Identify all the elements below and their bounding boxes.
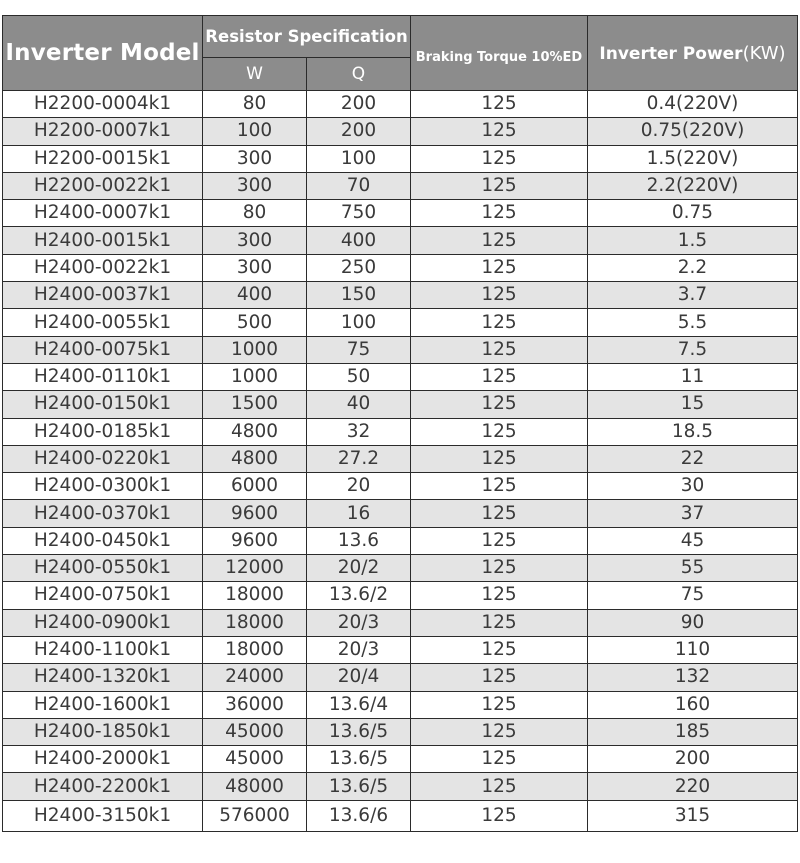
cell-resistor-q: 20/2 <box>307 555 411 582</box>
cell-resistor-q: 400 <box>307 227 411 254</box>
cell-inverter-model: H2200-0007k1 <box>3 118 203 145</box>
table-row <box>3 527 798 554</box>
header-inverter-power-label: Inverter Power <box>599 43 743 64</box>
cell-inverter-model: H2400-0037k1 <box>3 282 203 309</box>
cell-braking-torque: 125 <box>411 282 588 309</box>
table-body <box>3 91 798 832</box>
table-row <box>3 664 798 691</box>
cell-inverter-power: 30 <box>588 473 798 500</box>
cell-braking-torque: 125 <box>411 118 588 145</box>
inverter-braking-resistor-table-container <box>2 15 797 832</box>
table-row <box>3 282 798 309</box>
cell-resistor-q: 70 <box>307 172 411 199</box>
cell-resistor-w: 1500 <box>203 391 307 418</box>
cell-resistor-q: 20/3 <box>307 636 411 663</box>
cell-resistor-w: 45000 <box>203 746 307 773</box>
cell-inverter-power: 160 <box>588 691 798 718</box>
cell-inverter-power: 15 <box>588 391 798 418</box>
cell-inverter-model: H2400-0075k1 <box>3 336 203 363</box>
table-row <box>3 254 798 281</box>
cell-inverter-power: 132 <box>588 664 798 691</box>
table-row <box>3 582 798 609</box>
cell-resistor-q: 250 <box>307 254 411 281</box>
table-row <box>3 418 798 445</box>
cell-braking-torque: 125 <box>411 309 588 336</box>
cell-inverter-power: 55 <box>588 555 798 582</box>
cell-inverter-model: H2400-0900k1 <box>3 609 203 636</box>
cell-inverter-model: H2400-1600k1 <box>3 691 203 718</box>
table-row <box>3 746 798 773</box>
cell-braking-torque: 125 <box>411 555 588 582</box>
cell-resistor-w: 400 <box>203 282 307 309</box>
header-inverter-power-unit: (KW) <box>742 42 786 64</box>
cell-inverter-power: 18.5 <box>588 418 798 445</box>
table-row <box>3 773 798 800</box>
cell-inverter-power: 7.5 <box>588 336 798 363</box>
table-row <box>3 718 798 745</box>
cell-inverter-power: 3.7 <box>588 282 798 309</box>
cell-inverter-power: 0.75 <box>588 200 798 227</box>
table-row <box>3 609 798 636</box>
cell-braking-torque: 125 <box>411 527 588 554</box>
cell-inverter-model: H2400-0450k1 <box>3 527 203 554</box>
cell-resistor-w: 12000 <box>203 555 307 582</box>
cell-braking-torque: 125 <box>411 336 588 363</box>
cell-inverter-model: H2400-1100k1 <box>3 636 203 663</box>
cell-inverter-model: H2400-0055k1 <box>3 309 203 336</box>
cell-inverter-model: H2400-0007k1 <box>3 200 203 227</box>
cell-resistor-q: 20/3 <box>307 609 411 636</box>
header-resistor-q: Q <box>307 57 411 90</box>
cell-braking-torque: 125 <box>411 91 588 118</box>
cell-braking-torque: 125 <box>411 582 588 609</box>
cell-resistor-q: 150 <box>307 282 411 309</box>
cell-inverter-power: 315 <box>588 800 798 831</box>
cell-inverter-power: 185 <box>588 718 798 745</box>
cell-resistor-w: 48000 <box>203 773 307 800</box>
cell-inverter-model: H2400-0022k1 <box>3 254 203 281</box>
cell-inverter-model: H2200-0004k1 <box>3 91 203 118</box>
table-row <box>3 118 798 145</box>
cell-resistor-w: 1000 <box>203 336 307 363</box>
cell-inverter-power: 45 <box>588 527 798 554</box>
cell-resistor-q: 20 <box>307 473 411 500</box>
table-row <box>3 227 798 254</box>
cell-braking-torque: 125 <box>411 445 588 472</box>
cell-resistor-w: 80 <box>203 200 307 227</box>
cell-inverter-power: 75 <box>588 582 798 609</box>
header-braking-torque: Braking Torque 10%ED <box>411 16 588 91</box>
cell-resistor-q: 27.2 <box>307 445 411 472</box>
table-row <box>3 500 798 527</box>
cell-resistor-q: 20/4 <box>307 664 411 691</box>
cell-braking-torque: 125 <box>411 609 588 636</box>
cell-resistor-q: 750 <box>307 200 411 227</box>
table-row <box>3 636 798 663</box>
cell-inverter-model: H2400-3150k1 <box>3 800 203 831</box>
cell-braking-torque: 125 <box>411 746 588 773</box>
cell-resistor-q: 13.6/6 <box>307 800 411 831</box>
table-row <box>3 91 798 118</box>
cell-resistor-w: 300 <box>203 254 307 281</box>
cell-braking-torque: 125 <box>411 227 588 254</box>
cell-inverter-model: H2200-0015k1 <box>3 145 203 172</box>
table-row <box>3 800 798 831</box>
cell-inverter-model: H2400-0220k1 <box>3 445 203 472</box>
cell-resistor-q: 13.6/5 <box>307 746 411 773</box>
cell-resistor-q: 100 <box>307 145 411 172</box>
cell-inverter-model: H2400-1320k1 <box>3 664 203 691</box>
cell-inverter-power: 22 <box>588 445 798 472</box>
cell-inverter-power: 0.4(220V) <box>588 91 798 118</box>
table-row <box>3 309 798 336</box>
table-header <box>3 16 798 91</box>
cell-resistor-q: 100 <box>307 309 411 336</box>
cell-braking-torque: 125 <box>411 500 588 527</box>
cell-braking-torque: 125 <box>411 473 588 500</box>
cell-resistor-w: 80 <box>203 91 307 118</box>
cell-inverter-power: 90 <box>588 609 798 636</box>
inverter-braking-resistor-table <box>2 15 798 832</box>
cell-inverter-power: 5.5 <box>588 309 798 336</box>
cell-resistor-q: 13.6/4 <box>307 691 411 718</box>
cell-resistor-q: 40 <box>307 391 411 418</box>
cell-resistor-w: 300 <box>203 172 307 199</box>
cell-resistor-w: 6000 <box>203 473 307 500</box>
cell-resistor-w: 4800 <box>203 418 307 445</box>
cell-braking-torque: 125 <box>411 172 588 199</box>
cell-resistor-q: 50 <box>307 363 411 390</box>
cell-inverter-power: 1.5 <box>588 227 798 254</box>
cell-resistor-w: 18000 <box>203 636 307 663</box>
cell-inverter-model: H2400-0370k1 <box>3 500 203 527</box>
cell-inverter-power: 2.2 <box>588 254 798 281</box>
cell-inverter-model: H2400-0550k1 <box>3 555 203 582</box>
table-row <box>3 172 798 199</box>
cell-resistor-w: 4800 <box>203 445 307 472</box>
header-resistor-specification: Resistor Specification <box>203 16 411 58</box>
cell-resistor-w: 18000 <box>203 582 307 609</box>
cell-inverter-power: 200 <box>588 746 798 773</box>
cell-resistor-w: 36000 <box>203 691 307 718</box>
cell-inverter-power: 1.5(220V) <box>588 145 798 172</box>
table-row <box>3 200 798 227</box>
cell-inverter-model: H2400-0015k1 <box>3 227 203 254</box>
cell-resistor-q: 13.6/5 <box>307 773 411 800</box>
table-row <box>3 691 798 718</box>
cell-braking-torque: 125 <box>411 145 588 172</box>
cell-inverter-power: 11 <box>588 363 798 390</box>
cell-inverter-model: H2400-0750k1 <box>3 582 203 609</box>
table-row <box>3 145 798 172</box>
cell-braking-torque: 125 <box>411 391 588 418</box>
cell-resistor-q: 75 <box>307 336 411 363</box>
cell-resistor-w: 9600 <box>203 500 307 527</box>
table-row <box>3 336 798 363</box>
cell-resistor-w: 576000 <box>203 800 307 831</box>
cell-braking-torque: 125 <box>411 800 588 831</box>
cell-braking-torque: 125 <box>411 691 588 718</box>
cell-braking-torque: 125 <box>411 718 588 745</box>
cell-braking-torque: 125 <box>411 363 588 390</box>
header-resistor-w: W <box>203 57 307 90</box>
cell-inverter-model: H2400-2000k1 <box>3 746 203 773</box>
cell-braking-torque: 125 <box>411 636 588 663</box>
cell-inverter-power: 110 <box>588 636 798 663</box>
cell-resistor-w: 300 <box>203 145 307 172</box>
header-row-1 <box>3 16 798 58</box>
cell-inverter-model: H2400-1850k1 <box>3 718 203 745</box>
cell-braking-torque: 125 <box>411 200 588 227</box>
cell-inverter-power: 2.2(220V) <box>588 172 798 199</box>
cell-resistor-q: 16 <box>307 500 411 527</box>
cell-resistor-q: 32 <box>307 418 411 445</box>
cell-resistor-w: 300 <box>203 227 307 254</box>
cell-inverter-power: 37 <box>588 500 798 527</box>
table-row <box>3 391 798 418</box>
cell-resistor-w: 45000 <box>203 718 307 745</box>
cell-inverter-model: H2400-2200k1 <box>3 773 203 800</box>
cell-resistor-q: 200 <box>307 91 411 118</box>
header-inverter-model: Inverter Model <box>3 16 203 91</box>
cell-braking-torque: 125 <box>411 418 588 445</box>
cell-braking-torque: 125 <box>411 664 588 691</box>
cell-inverter-model: H2400-0185k1 <box>3 418 203 445</box>
cell-resistor-w: 18000 <box>203 609 307 636</box>
table-row <box>3 363 798 390</box>
cell-inverter-power: 0.75(220V) <box>588 118 798 145</box>
cell-braking-torque: 125 <box>411 254 588 281</box>
header-inverter-power <box>588 16 798 91</box>
cell-inverter-model: H2400-0150k1 <box>3 391 203 418</box>
cell-resistor-w: 100 <box>203 118 307 145</box>
cell-resistor-w: 1000 <box>203 363 307 390</box>
cell-inverter-model: H2200-0022k1 <box>3 172 203 199</box>
table-row <box>3 555 798 582</box>
cell-resistor-q: 13.6 <box>307 527 411 554</box>
table-row <box>3 445 798 472</box>
table-row <box>3 473 798 500</box>
cell-inverter-model: H2400-0300k1 <box>3 473 203 500</box>
cell-resistor-q: 13.6/2 <box>307 582 411 609</box>
cell-inverter-model: H2400-0110k1 <box>3 363 203 390</box>
cell-inverter-power: 220 <box>588 773 798 800</box>
cell-resistor-w: 24000 <box>203 664 307 691</box>
cell-braking-torque: 125 <box>411 773 588 800</box>
cell-resistor-q: 13.6/5 <box>307 718 411 745</box>
cell-resistor-w: 500 <box>203 309 307 336</box>
cell-resistor-w: 9600 <box>203 527 307 554</box>
cell-resistor-q: 200 <box>307 118 411 145</box>
